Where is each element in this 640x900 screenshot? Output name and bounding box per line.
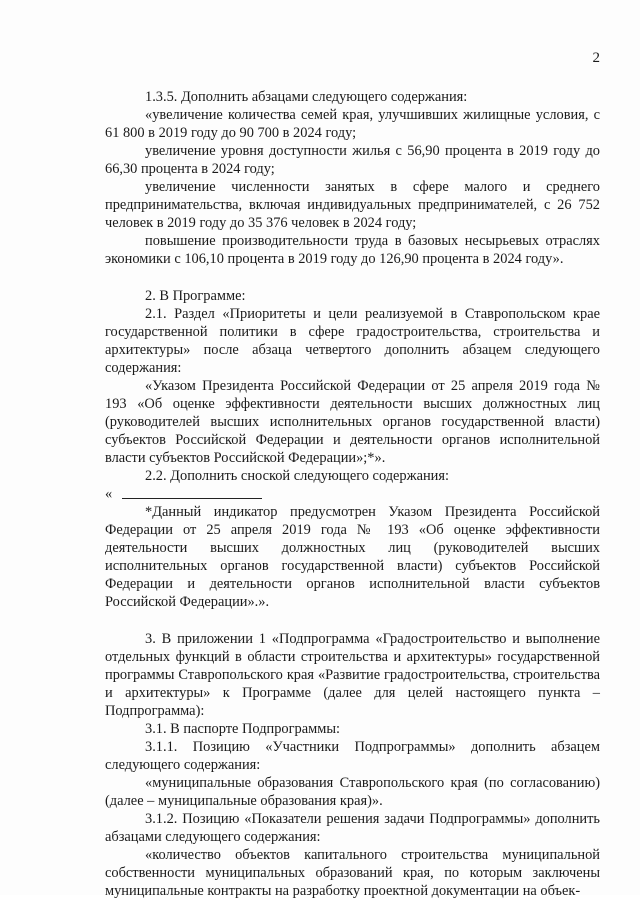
page-number: 2 [592, 50, 600, 66]
clause-3-1-2-paragraph: 3.1.2. Позицию «Показатели решения задачи Подпрограммы» дополнить абзацами следующего содержания: [105, 811, 600, 845]
clause-3-1-heading: 3.1. В паспорте Подпрограммы: [145, 721, 340, 737]
footnote-separator-row [105, 485, 600, 503]
clause-1-3-5-heading: 1.3.5. Дополнить абзацами следующего содержания: [145, 89, 468, 105]
clause-2-2-heading: 2.2. Дополнить сноской следующего содержания: [145, 468, 449, 484]
document-body [105, 88, 600, 900]
clause-3-1-2-quote: «количество объектов капитального строительства муниципальной собственности муниципальных образований края, по которым заключены муниципальные контракты на разработку проектной документации на объек- [105, 847, 600, 899]
section-2-heading: 2. В Программе: [145, 288, 246, 304]
clause-1-3-5-paragraph-3: увеличение численности занятых в сфере малого и среднего предпринимательства, включая индивидуальных предпринимателей, с 26 752 человек в 2019 году до 35 376 человек в 2024 году; [105, 179, 600, 231]
clause-1-3-5-paragraph-1: «увеличение количества семей края, улучшивших жилищные условия, с 61 800 в 2019 году до 90 700 в 2024 году; [105, 107, 600, 141]
clause-2-1-paragraph: 2.1. Раздел «Приоритеты и цели реализуемой в Ставропольском крае государственной политики в сфере градостроительства, строительства и архитектуры» после абзаца четвертого дополнить абзацем следующего содержания: [105, 306, 600, 376]
clause-2-2-footnote: *Данный индикатор предусмотрен Указом Президента Российской Федерации от 25 апреля 2019 года № 193 «Об оценке эффективности деятельности высших должностных лиц (руководителей высших исполнительных органов государственной власти) субъектов Российской Федерации и деятельности органов исполнительной власти субъектов Российской Федерации».». [105, 504, 600, 610]
clause-3-1-1-paragraph: 3.1.1. Позицию «Участники Подпрограммы» дополнить абзацем следующего содержания: [105, 739, 600, 773]
clause-1-3-5-paragraph-2: увеличение уровня доступности жилья с 56,90 процента в 2019 году до 66,30 процента в 2024 году; [105, 143, 600, 177]
section-3-paragraph: 3. В приложении 1 «Подпрограмма «Градостроительство и выполнение отдельных функций в области строительства и архитектуры» государственной программы Ставропольского края «Развитие градостроительства, строительства и архитектуры» к Программе (далее для целей настоящего пункта – Подпрограмма): [105, 631, 600, 719]
footnote-open-quote: « [105, 486, 113, 502]
footnote-separator-line [122, 498, 262, 499]
clause-3-1-1-quote: «муниципальные образования Ставропольского края (по согласованию) (далее – муниципальные образования края)». [105, 775, 600, 809]
clause-1-3-5-paragraph-4: повышение производительности труда в базовых несырьевых отраслях экономики с 106,10 процента в 2019 году до 126,90 процента в 2024 году». [105, 233, 600, 267]
clause-2-1-quote: «Указом Президента Российской Федерации от 25 апреля 2019 года № 193 «Об оценке эффективности деятельности высших должностных лиц (руководителей высших исполнительных органов государственной власти) субъектов Российской Федерации и деятельности органов исполнительной власти субъектов Российской Федерации»;*». [105, 378, 600, 466]
